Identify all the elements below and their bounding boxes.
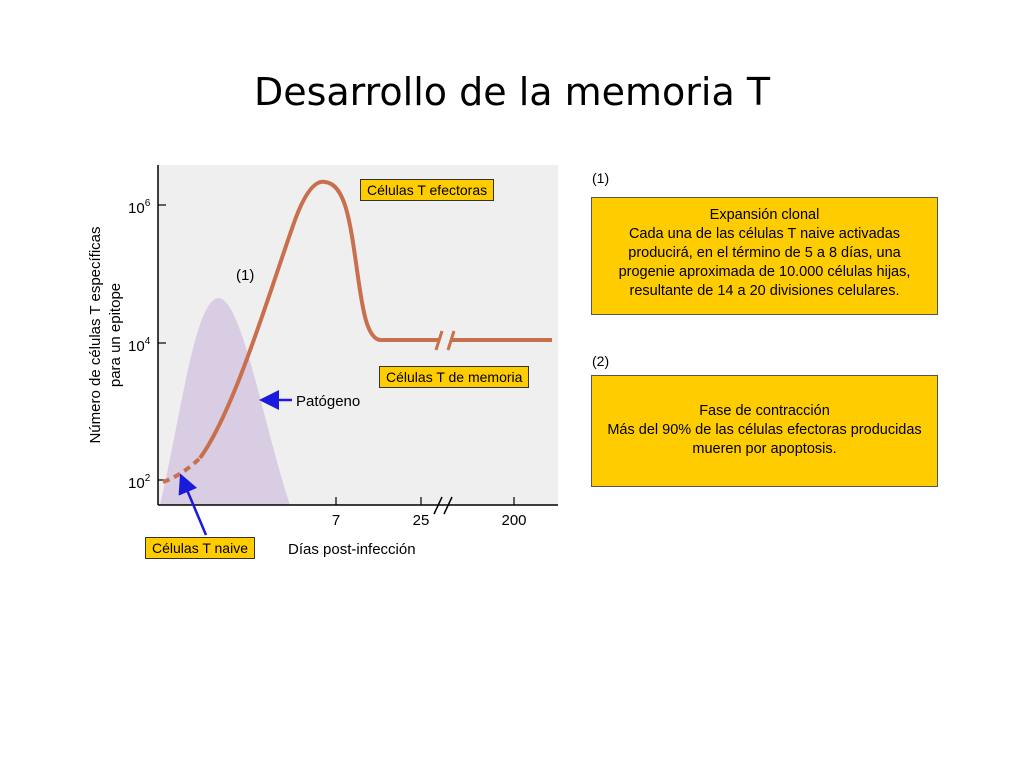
note-number: (2) [592, 353, 610, 369]
slide-title: Desarrollo de la memoria T [253, 70, 771, 114]
note-line: mueren por apoptosis. [692, 441, 837, 457]
phase-marker: (1) [236, 267, 255, 284]
memory-cells-label: Células T de memoria [379, 366, 529, 388]
note-line: Más del 90% de las células efectoras producidas [607, 422, 922, 438]
x-tick-label: 7 [331, 512, 341, 529]
y-tick-label: $10^6$ [128, 198, 151, 217]
y-tick-label: $10^4$ [128, 336, 151, 355]
note-line: progenie aproximada de 10.000 células hijas, [618, 264, 911, 280]
effector-cells-label: Células T efectoras [360, 179, 494, 201]
y-axis-label: para un epitope [107, 282, 124, 388]
note-contraction-phase [591, 375, 938, 487]
note-heading: Expansión clonal [709, 207, 820, 223]
pathogen-label: Patógeno [296, 393, 361, 410]
y-axis-label: Número de células T específicas [87, 226, 104, 444]
note-heading: Fase de contracción [699, 403, 830, 419]
x-tick-label: 200 [501, 512, 527, 529]
y-tick-label: $10^2$ [128, 473, 151, 492]
x-axis-label: Días post-infección [288, 541, 416, 558]
note-line: Cada una de las células T naive activadas [628, 226, 901, 242]
x-tick-label: 25 [412, 512, 430, 529]
note-clonal-expansion [591, 197, 938, 315]
note-line: resultante de 14 a 20 divisiones celulares. [629, 283, 900, 299]
note-line: producirá, en el término de 5 a 8 días, una [628, 245, 901, 261]
note-number: (1) [592, 170, 610, 186]
naive-cells-label: Células T naive [145, 537, 255, 559]
